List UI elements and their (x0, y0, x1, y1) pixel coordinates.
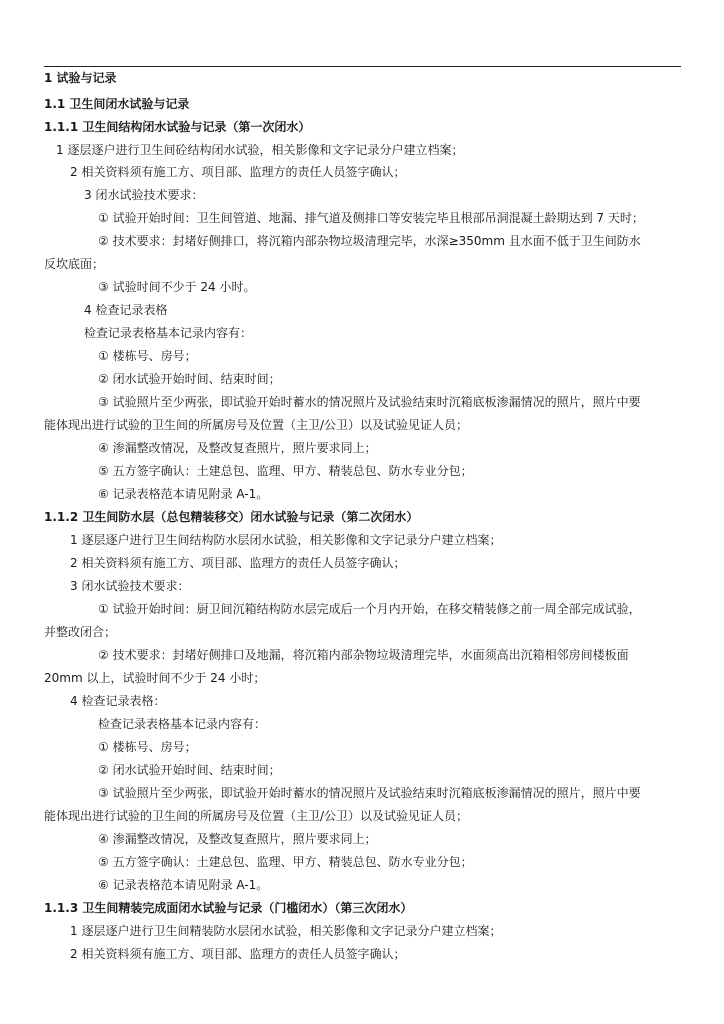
body-text-line: 2 相关资料须有施工方、项目部、监理方的责任人员签字确认； (70, 165, 406, 179)
section-heading: 1.1.2 卫生间防水层（总包精装移交）闭水试验与记录（第二次闭水） (44, 510, 419, 524)
body-text-line: 1 逐层逐户进行卫生间结构防水层闭水试验，相关影像和文字记录分户建立档案； (70, 533, 502, 547)
body-text-line: 检查记录表格基本记录内容有： (98, 717, 267, 731)
body-text-line: ② 闭水试验开始时间、结束时间； (98, 763, 281, 777)
body-text-line: ② 技术要求：封堵好侧排口及地漏，将沉箱内部杂物垃圾清理完毕，水面须高出沉箱相邻房间楼板面 (98, 648, 629, 662)
body-text-line: ④ 渗漏整改情况，及整改复查照片，照片要求同上； (98, 441, 377, 455)
body-text-line: 3 闭水试验技术要求： (70, 579, 190, 593)
body-text-line: 2 相关资料须有施工方、项目部、监理方的责任人员签字确认； (70, 556, 406, 570)
body-text-line: 并整改闭合； (44, 625, 117, 639)
body-text-line: ③ 试验时间不少于 24 小时。 (98, 280, 256, 294)
body-text-line: 检查记录表格基本记录内容有： (84, 326, 253, 340)
body-text-line: 能体现出进行试验的卫生间的所属房号及位置（主卫/公卫）以及试验见证人员； (44, 809, 469, 823)
body-text-line: 4 检查记录表格： (70, 694, 166, 708)
body-text-line: 反坎底面； (44, 257, 105, 271)
body-text-line: ③ 试验照片至少两张，即试验开始时蓄水的情况照片及试验结束时沉箱底板渗漏情况的照片，照片中要 (98, 786, 641, 800)
body-text-line: ⑤ 五方签字确认：土建总包、监理、甲方、精装总包、防水专业分包； (98, 464, 473, 478)
body-text-line: ① 楼栋号、房号； (98, 349, 197, 363)
body-text-line: 1 逐层逐户进行卫生间砼结构闭水试验，相关影像和文字记录分户建立档案； (56, 143, 464, 157)
section-heading: 1.1 卫生间闭水试验与记录 (44, 97, 190, 111)
body-text-line: ① 楼栋号、房号； (98, 740, 197, 754)
body-text-line: 1 逐层逐户进行卫生间精装防水层闭水试验，相关影像和文字记录分户建立档案； (70, 924, 502, 938)
body-text-line: 能体现出进行试验的卫生间的所属房号及位置（主卫/公卫）以及试验见证人员； (44, 418, 469, 432)
body-text-line: 20mm 以上，试验时间不少于 24 小时； (44, 671, 266, 685)
body-text-line: ③ 试验照片至少两张，即试验开始时蓄水的情况照片及试验结束时沉箱底板渗漏情况的照片，照片中要 (98, 395, 641, 409)
section-heading: 1.1.3 卫生间精装完成面闭水试验与记录（门槛闭水）（第三次闭水） (44, 901, 413, 915)
section-heading: 1 试验与记录 (44, 71, 117, 85)
section-heading: 1.1.1 卫生间结构闭水试验与记录（第一次闭水） (44, 120, 311, 134)
body-text-line: ① 试验开始时间：卫生间管道、地漏、排气道及侧排口等安装完毕且根部吊洞混凝土龄期达到 7 天时； (98, 211, 644, 225)
body-text-line: ⑥ 记录表格范本请见附录 A-1。 (98, 878, 269, 892)
body-text-line: ④ 渗漏整改情况，及整改复查照片，照片要求同上； (98, 832, 377, 846)
body-text-line: ① 试验开始时间：厨卫间沉箱结构防水层完成后一个月内开始，在移交精装修之前一周全部完成试验， (98, 602, 641, 616)
body-text-line: ⑤ 五方签字确认：土建总包、监理、甲方、精装总包、防水专业分包； (98, 855, 473, 869)
body-text-line: ② 闭水试验开始时间、结束时间； (98, 372, 281, 386)
body-text-line: 2 相关资料须有施工方、项目部、监理方的责任人员签字确认； (70, 947, 406, 961)
body-text-line: 3 闭水试验技术要求： (84, 188, 204, 202)
header-rule (44, 66, 681, 67)
body-text-line: ② 技术要求：封堵好侧排口，将沉箱内部杂物垃圾清理完毕，水深≥350mm 且水面不低于卫生间防水 (98, 234, 641, 248)
body-text-line: ⑥ 记录表格范本请见附录 A-1。 (98, 487, 269, 501)
body-text-line: 4 检查记录表格 (84, 303, 168, 317)
